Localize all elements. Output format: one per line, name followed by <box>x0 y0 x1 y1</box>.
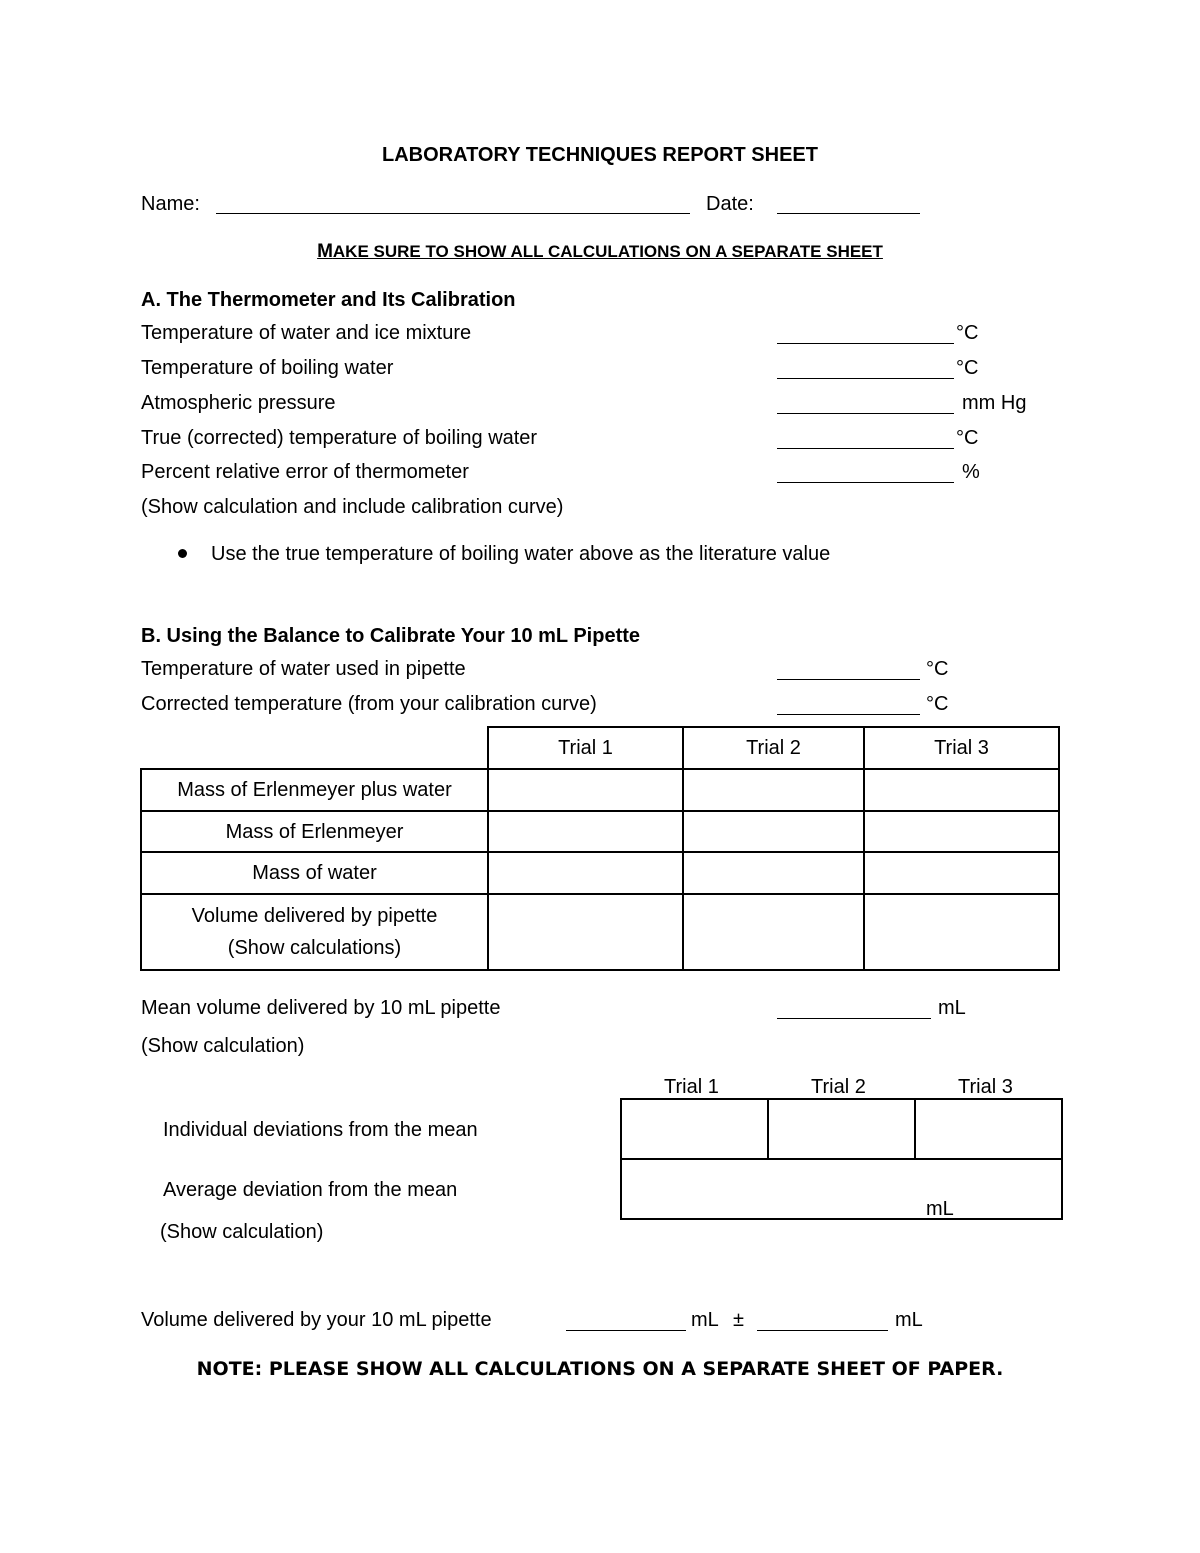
bullet-text: Use the true temperature of boiling water above as the literature value <box>211 543 831 565</box>
table-corner <box>141 727 488 769</box>
instruction-text <box>0 242 1200 261</box>
table-cell[interactable] <box>488 894 683 970</box>
table-row <box>141 811 1059 852</box>
table-cell[interactable] <box>683 769 864 811</box>
table-cell[interactable] <box>864 769 1059 811</box>
row-pressure-label: Atmospheric pressure <box>141 392 336 414</box>
pipette-temp-unit: °C <box>926 658 949 680</box>
instruction-rest: AKE SURE TO SHOW ALL CALCULATIONS ON A SEPARATE SHEET <box>332 242 883 261</box>
section-a-note: (Show calculation and include calibration curve) <box>141 496 564 518</box>
section-a-heading: A. The Thermometer and Its Calibration <box>141 289 516 311</box>
row-label: Mass of water <box>141 852 488 894</box>
row-true-temp-label: True (corrected) temperature of boiling water <box>141 427 538 449</box>
row-label <box>141 894 488 970</box>
row-label: Mass of Erlenmeyer plus water <box>141 769 488 811</box>
row-ice-water-label: Temperature of water and ice mixture <box>141 322 472 344</box>
trials-table <box>140 726 1060 971</box>
page-title: LABORATORY TECHNIQUES REPORT SHEET <box>382 144 818 166</box>
footer-note: NOTE: PLEASE SHOW ALL CALCULATIONS ON A SEPARATE SHEET OF PAPER. <box>196 1358 1004 1380</box>
mean-label: Mean volume delivered by 10 mL pipette <box>141 997 501 1019</box>
corrected-temp-unit: °C <box>926 693 949 715</box>
row-label: Mass of Erlenmeyer <box>141 811 488 852</box>
row-label-line: Volume delivered by pipette <box>191 905 438 927</box>
date-field[interactable] <box>777 196 920 214</box>
table-header: Trial 2 <box>683 727 864 769</box>
error-field[interactable] <box>777 465 954 483</box>
table-cell[interactable] <box>683 811 864 852</box>
table-cell[interactable] <box>683 852 864 894</box>
dev-header: Trial 1 <box>664 1076 719 1098</box>
name-field[interactable] <box>216 196 690 214</box>
table-cell[interactable] <box>864 852 1059 894</box>
table-row <box>141 852 1059 894</box>
ice-water-field[interactable] <box>777 326 954 344</box>
bullet-icon <box>178 549 187 558</box>
ice-water-unit: °C <box>956 322 979 344</box>
show-calc2-label: (Show calculation) <box>160 1221 324 1243</box>
table-row <box>141 769 1059 811</box>
row-label-line: (Show calculations) <box>227 937 402 959</box>
row-pipette-temp-label: Temperature of water used in pipette <box>141 658 466 680</box>
final-value-field[interactable] <box>566 1313 686 1331</box>
row-error-label: Percent relative error of thermometer <box>141 461 469 483</box>
table-cell[interactable] <box>864 894 1059 970</box>
corrected-temp-field[interactable] <box>777 697 920 715</box>
error-unit: % <box>962 461 980 483</box>
table-cell[interactable] <box>683 894 864 970</box>
table-cell[interactable] <box>488 769 683 811</box>
table-cell[interactable] <box>768 1099 915 1159</box>
table-header: Trial 1 <box>488 727 683 769</box>
boiling-water-field[interactable] <box>777 361 954 379</box>
section-b-heading: B. Using the Balance to Calibrate Your 10 mL Pipette <box>141 625 641 647</box>
date-label: Date: <box>706 193 754 215</box>
final-label: Volume delivered by your 10 mL pipette <box>141 1309 492 1331</box>
table-cell[interactable] <box>621 1099 768 1159</box>
name-label: Name: <box>141 193 200 215</box>
table-cell[interactable] <box>488 811 683 852</box>
table-header: Trial 3 <box>864 727 1059 769</box>
final-unit1: mL <box>691 1309 719 1331</box>
plus-minus: ± <box>733 1309 744 1331</box>
pressure-unit: mm Hg <box>962 392 1027 414</box>
table-cell[interactable] <box>488 852 683 894</box>
indiv-dev-label: Individual deviations from the mean <box>163 1119 478 1141</box>
avg-dev-label: Average deviation from the mean <box>163 1179 458 1201</box>
dev-header: Trial 3 <box>958 1076 1013 1098</box>
show-calc-label: (Show calculation) <box>141 1035 305 1057</box>
mean-unit: mL <box>938 997 966 1019</box>
row-corrected-temp-label: Corrected temperature (from your calibration curve) <box>141 693 597 715</box>
avg-dev-cell[interactable] <box>621 1159 1062 1219</box>
dev-header: Trial 2 <box>811 1076 866 1098</box>
mean-field[interactable] <box>777 1001 931 1019</box>
instruction-first-letter: M <box>317 241 333 262</box>
final-unit2: mL <box>895 1309 923 1331</box>
true-temp-unit: °C <box>956 427 979 449</box>
row-boiling-water-label: Temperature of boiling water <box>141 357 394 379</box>
pressure-field[interactable] <box>777 396 954 414</box>
table-row <box>141 894 1059 970</box>
table-cell[interactable] <box>915 1099 1062 1159</box>
table-row <box>621 1159 1062 1219</box>
avg-dev-unit: mL <box>926 1198 954 1220</box>
table-row <box>621 1099 1062 1159</box>
table-cell[interactable] <box>864 811 1059 852</box>
final-uncertainty-field[interactable] <box>757 1313 888 1331</box>
deviation-table <box>620 1098 1063 1220</box>
pipette-temp-field[interactable] <box>777 662 920 680</box>
true-temp-field[interactable] <box>777 431 954 449</box>
boiling-water-unit: °C <box>956 357 979 379</box>
